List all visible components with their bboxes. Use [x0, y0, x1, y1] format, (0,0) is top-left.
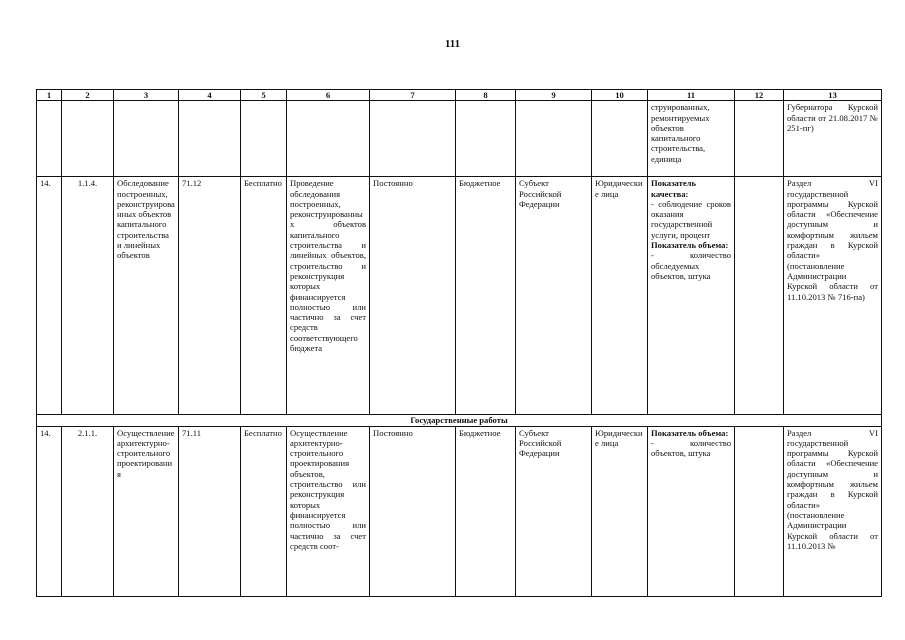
indicator-cell: [648, 177, 735, 415]
column-header: 9: [516, 90, 592, 101]
register-table: [36, 89, 882, 597]
indicator-volume-text: - количество обследуемых объектов, штука: [651, 250, 731, 281]
service-content: Проведение обследования построенных, реконструированных объектов капитального строительства и линейных объектов, строительство и реконструкция которых финансируется полностью или частично за счет средств соответствующего бюджета: [287, 177, 370, 415]
provider: Субъект Российской Федерации: [516, 177, 592, 415]
column-header: 10: [592, 90, 648, 101]
column-header: 2: [62, 90, 114, 101]
column-header: 1: [37, 90, 62, 101]
column-header: 4: [179, 90, 241, 101]
service-code: 2.1.1.: [62, 426, 114, 596]
page-number: 111: [444, 38, 461, 50]
institution-type: Бюджетное: [456, 426, 516, 596]
row-number: 14.: [37, 426, 62, 596]
column-header: 8: [456, 90, 516, 101]
column-header: 3: [114, 90, 179, 101]
column-header: 13: [784, 90, 882, 101]
indicator-quality-title: Показатель качества:: [651, 178, 697, 199]
payment-type: Бесплатно: [241, 426, 287, 596]
basis-cell: Губернатора Курской области от 21.08.2017 № 251-пг): [784, 101, 882, 177]
indicator-cell: [648, 426, 735, 596]
provider: Субъект Российской Федерации: [516, 426, 592, 596]
basis-cell: Раздел VI государственной программы Курской области «Обеспечение доступным и комфортным жильем граждан в Курской области» (постановление Администрации Курской области от 11.10.2013 №: [784, 426, 882, 596]
consumers: Юридические лица: [592, 177, 648, 415]
column-header: 12: [735, 90, 784, 101]
payment-type: Бесплатно: [241, 177, 287, 415]
indicator-cell: струированных, ремонтируемых объектов капитального строительства, единица: [648, 101, 735, 177]
indicator-quality-text: - соблюдение сроков оказания государственной услуги, процент: [651, 198, 731, 240]
indicator-volume-title: Показатель объема:: [651, 240, 729, 251]
empty-cell: [735, 426, 784, 596]
column-header-row: [37, 90, 882, 101]
service-code: 1.1.4.: [62, 177, 114, 415]
column-header: 7: [370, 90, 456, 101]
period: Постоянно: [370, 177, 456, 415]
service-content: Осуществление архитектурно-строительного проектирования объектов, строительство или реконструкция которых финансируется полностью или частично за счет средств соот-: [287, 426, 370, 596]
indicator-volume-text: - количество объектов, штука: [651, 437, 731, 459]
column-header: 11: [648, 90, 735, 101]
empty-cell: [735, 177, 784, 415]
table-row: [37, 177, 882, 415]
institution-type: Бюджетное: [456, 177, 516, 415]
section-header-row: [37, 415, 882, 426]
column-header: 5: [241, 90, 287, 101]
okved-code: 71.12: [179, 177, 241, 415]
row-number: 14.: [37, 177, 62, 415]
table-row: [37, 426, 882, 596]
column-header: 6: [287, 90, 370, 101]
continuation-row: [37, 101, 882, 177]
period: Постоянно: [370, 426, 456, 596]
service-name: Обследование построенных, реконструированных объектов капитального строительства и линейных объектов: [114, 177, 179, 415]
okved-code: 71.11: [179, 426, 241, 596]
basis-cell: Раздел VI государственной программы Курской области «Обеспечение доступным и комфортным жильем граждан в Курской области» (постановление Администрации Курской области от 11.10.2013 № 716-па): [784, 177, 882, 415]
section-title: Государственные работы: [37, 415, 882, 426]
indicator-volume-title: Показатель объема:: [651, 427, 729, 438]
consumers: Юридические лица: [592, 426, 648, 596]
service-name: Осуществление архитектурно-строительного проектирования: [114, 426, 179, 596]
